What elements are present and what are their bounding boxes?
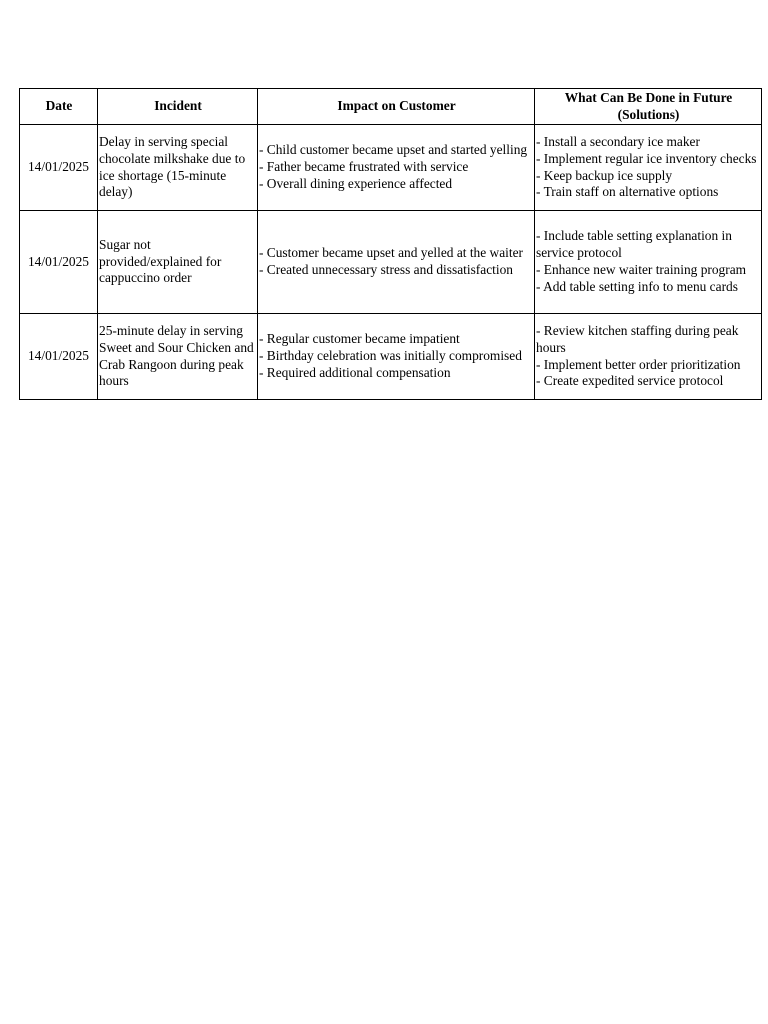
table-row	[20, 314, 762, 400]
date-cell: 14/01/2025	[20, 125, 98, 211]
solution-item: - Install a secondary ice maker	[536, 133, 700, 149]
table-row	[20, 125, 762, 211]
impact-item: - Regular customer became impatient	[259, 331, 460, 347]
solution-item: - Create expedited service protocol	[536, 373, 724, 389]
header-solutions: What Can Be Done in Future (Solutions)	[535, 89, 762, 125]
impact-item: - Customer became upset and yelled at the waiter	[259, 245, 523, 261]
incident-cell: Delay in serving special chocolate milkshake due to ice shortage (15-minute delay)	[98, 125, 258, 211]
impact-item: - Required additional compensation	[259, 364, 451, 380]
header-incident: Incident	[98, 89, 258, 125]
impact-item: - Birthday celebration was initially compromised	[259, 348, 522, 364]
impact-cell	[258, 125, 535, 211]
solutions-cell	[535, 314, 762, 400]
table-header-row	[20, 89, 762, 125]
impact-item: - Child customer became upset and started yelling	[259, 142, 528, 158]
solution-item: - Review kitchen staffing during peak hours	[536, 322, 739, 355]
impact-cell	[258, 314, 535, 400]
incident-report-sheet	[19, 88, 762, 400]
incident-table	[19, 88, 762, 400]
solution-item: - Train staff on alternative options	[536, 184, 719, 200]
table-row	[20, 211, 762, 314]
solutions-cell	[535, 125, 762, 211]
solution-item: - Include table setting explanation in service protocol	[536, 228, 732, 261]
date-cell: 14/01/2025	[20, 211, 98, 314]
incident-cell: Sugar not provided/explained for cappuccino order	[98, 211, 258, 314]
impact-item: - Father became frustrated with service	[259, 159, 469, 175]
incident-cell: 25-minute delay in serving Sweet and Sour Chicken and Crab Rangoon during peak hours	[98, 314, 258, 400]
solution-item: - Implement regular ice inventory checks	[536, 150, 757, 166]
solution-item: - Add table setting info to menu cards	[536, 278, 738, 294]
impact-cell	[258, 211, 535, 314]
impact-item: - Created unnecessary stress and dissatisfaction	[259, 262, 513, 277]
date-cell: 14/01/2025	[20, 314, 98, 400]
header-impact: Impact on Customer	[258, 89, 535, 125]
solutions-cell	[535, 211, 762, 314]
solution-item: - Enhance new waiter training program	[536, 262, 747, 277]
impact-item: - Overall dining experience affected	[259, 175, 453, 191]
solution-item: - Keep backup ice supply	[536, 167, 673, 183]
solution-item: - Implement better order prioritization	[536, 356, 741, 372]
header-date: Date	[20, 89, 98, 125]
